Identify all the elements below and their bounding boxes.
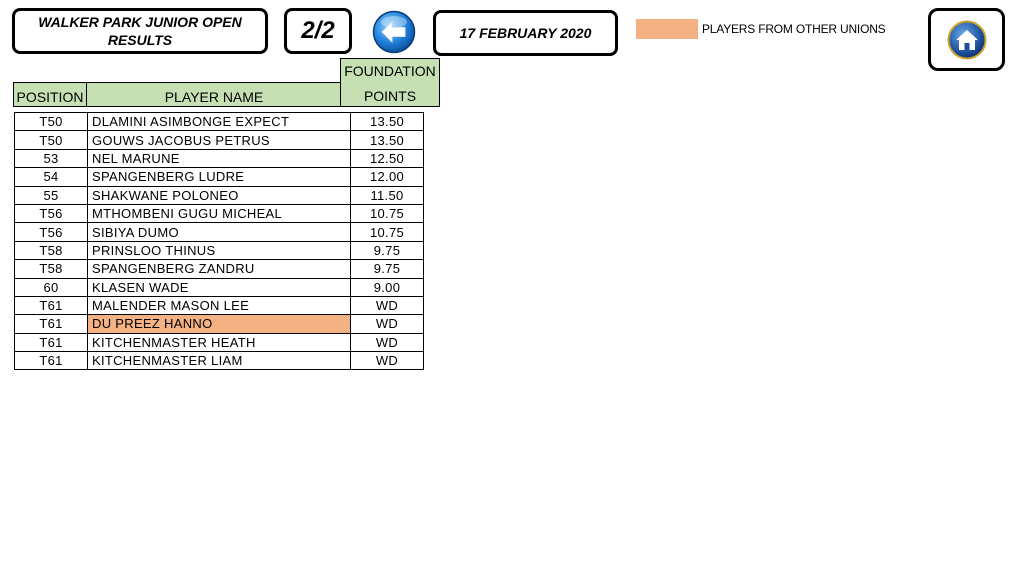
column-header-position-label: POSITION xyxy=(16,89,84,105)
cell-player-name: KLASEN WADE xyxy=(88,278,351,296)
cell-player-name: MALENDER MASON LEE xyxy=(88,296,351,314)
cell-position: T61 xyxy=(15,296,88,314)
cell-position: T61 xyxy=(15,352,88,370)
cell-points: 10.75 xyxy=(351,223,424,241)
table-row xyxy=(15,241,424,259)
table-row xyxy=(15,186,424,204)
cell-points: 9.75 xyxy=(351,241,424,259)
page-title xyxy=(12,8,268,54)
table-row xyxy=(15,278,424,296)
table-row xyxy=(15,149,424,167)
cell-points: 12.50 xyxy=(351,149,424,167)
cell-player-name: KITCHENMASTER HEATH xyxy=(88,333,351,351)
column-header-points-line1: FOUNDATION xyxy=(344,63,436,79)
cell-points: 12.00 xyxy=(351,168,424,186)
table-row xyxy=(15,315,424,333)
table-row xyxy=(15,168,424,186)
cell-position: 60 xyxy=(15,278,88,296)
cell-player-name: GOUWS JACOBUS PETRUS xyxy=(88,131,351,149)
date-display xyxy=(433,10,618,56)
cell-player-name: SPANGENBERG LUDRE xyxy=(88,168,351,186)
cell-points: 9.00 xyxy=(351,278,424,296)
table-row xyxy=(15,131,424,149)
cell-points: 9.75 xyxy=(351,260,424,278)
cell-points: 10.75 xyxy=(351,204,424,222)
page-title-text: WALKER PARK JUNIOR OPEN RESULTS xyxy=(38,14,242,48)
legend-swatch xyxy=(636,19,698,39)
cell-position: 53 xyxy=(15,149,88,167)
cell-position: T50 xyxy=(15,131,88,149)
cell-points: WD xyxy=(351,333,424,351)
cell-player-name: DU PREEZ HANNO xyxy=(88,315,351,333)
column-header-foundation-points xyxy=(340,58,440,107)
page-indicator xyxy=(284,8,352,54)
cell-player-name: SIBIYA DUMO xyxy=(88,223,351,241)
home-icon xyxy=(947,20,987,60)
cell-points: WD xyxy=(351,296,424,314)
cell-player-name: KITCHENMASTER LIAM xyxy=(88,352,351,370)
left-arrow-icon xyxy=(372,10,416,54)
results-table xyxy=(14,112,424,370)
table-row xyxy=(15,113,424,131)
column-header-player-name-label: PLAYER NAME xyxy=(164,89,264,105)
cell-position: T50 xyxy=(15,113,88,131)
table-row xyxy=(15,296,424,314)
column-header-points-line2: POINTS xyxy=(363,88,417,104)
cell-position: T58 xyxy=(15,260,88,278)
cell-position: T61 xyxy=(15,315,88,333)
cell-position: T56 xyxy=(15,223,88,241)
column-header-position xyxy=(13,82,87,107)
cell-points: 13.50 xyxy=(351,113,424,131)
legend-label: PLAYERS FROM OTHER UNIONS xyxy=(702,22,886,36)
page-indicator-text: 2/2 xyxy=(301,17,335,44)
cell-position: 54 xyxy=(15,168,88,186)
cell-points: WD xyxy=(351,352,424,370)
cell-position: T56 xyxy=(15,204,88,222)
column-header-player-name xyxy=(86,82,342,107)
back-button[interactable] xyxy=(372,10,416,54)
cell-points: 11.50 xyxy=(351,186,424,204)
cell-position: T58 xyxy=(15,241,88,259)
cell-points: WD xyxy=(351,315,424,333)
cell-player-name: SPANGENBERG ZANDRU xyxy=(88,260,351,278)
cell-position: T61 xyxy=(15,333,88,351)
cell-player-name: PRINSLOO THINUS xyxy=(88,241,351,259)
home-button[interactable] xyxy=(928,8,1005,71)
date-text: 17 FEBRUARY 2020 xyxy=(459,25,592,41)
cell-points: 13.50 xyxy=(351,131,424,149)
table-row xyxy=(15,204,424,222)
table-row xyxy=(15,352,424,370)
table-row xyxy=(15,223,424,241)
table-row xyxy=(15,260,424,278)
cell-player-name: MTHOMBENI GUGU MICHEAL xyxy=(88,204,351,222)
cell-player-name: DLAMINI ASIMBONGE EXPECT xyxy=(88,113,351,131)
cell-player-name: NEL MARUNE xyxy=(88,149,351,167)
cell-player-name: SHAKWANE POLONEO xyxy=(88,186,351,204)
table-row xyxy=(15,333,424,351)
cell-position: 55 xyxy=(15,186,88,204)
